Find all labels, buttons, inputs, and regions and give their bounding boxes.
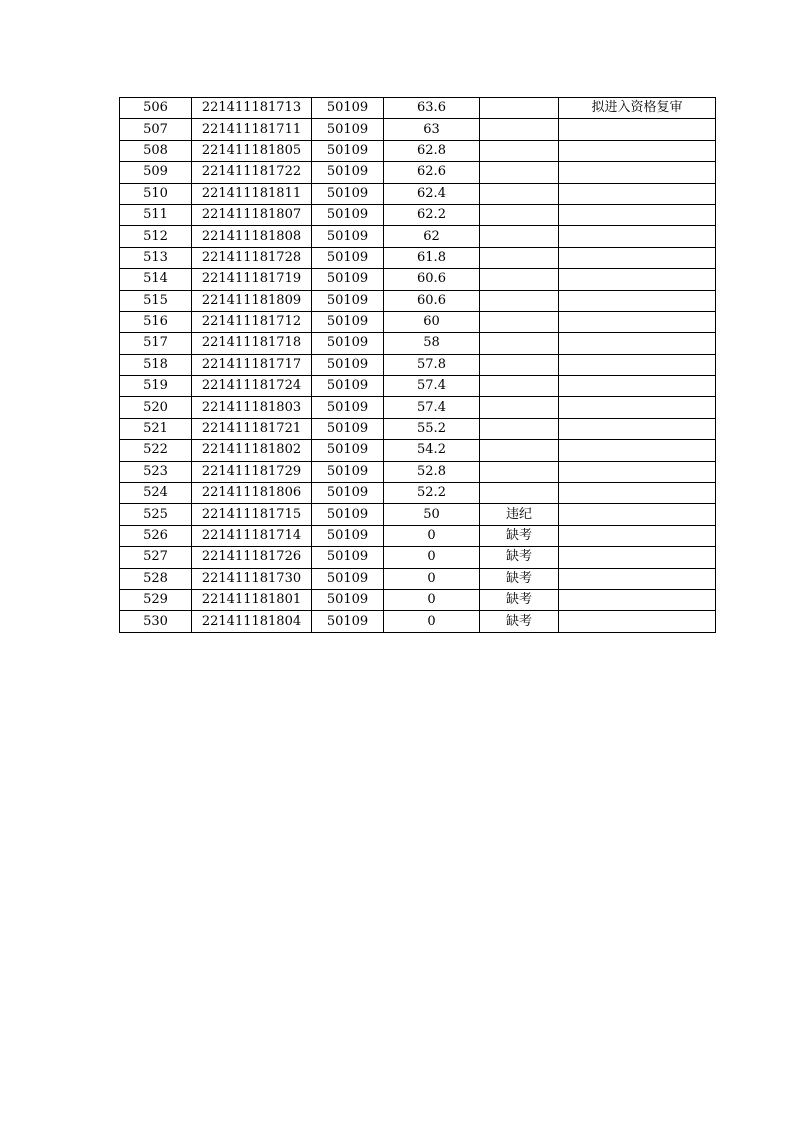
row-seq-cell: 510 (120, 183, 192, 204)
result-cell (559, 504, 716, 525)
row-seq-cell: 529 (120, 589, 192, 610)
post-code-cell: 50109 (312, 611, 384, 632)
ticket-number-cell: 221411181805 (192, 140, 312, 161)
table-row (120, 290, 716, 311)
result-cell (559, 611, 716, 632)
ticket-number-cell: 221411181719 (192, 269, 312, 290)
post-code-cell: 50109 (312, 376, 384, 397)
post-code-cell: 50109 (312, 568, 384, 589)
result-cell (559, 204, 716, 225)
score-cell: 61.8 (384, 247, 480, 268)
result-cell (559, 525, 716, 546)
ticket-number-cell: 221411181809 (192, 290, 312, 311)
post-code-cell: 50109 (312, 311, 384, 332)
table-row (120, 98, 716, 119)
row-seq-cell: 511 (120, 204, 192, 225)
ticket-number-cell: 221411181803 (192, 397, 312, 418)
remark-cell: 违纪 (480, 504, 559, 525)
remark-cell: 缺考 (480, 611, 559, 632)
ticket-number-cell: 221411181802 (192, 440, 312, 461)
result-cell (559, 183, 716, 204)
ticket-number-cell: 221411181715 (192, 504, 312, 525)
result-cell (559, 547, 716, 568)
remark-cell (480, 183, 559, 204)
table-row (120, 226, 716, 247)
ticket-number-cell: 221411181807 (192, 204, 312, 225)
post-code-cell: 50109 (312, 98, 384, 119)
ticket-number-cell: 221411181726 (192, 547, 312, 568)
table-row (120, 204, 716, 225)
table-row (120, 440, 716, 461)
row-seq-cell: 518 (120, 354, 192, 375)
row-seq-cell: 508 (120, 140, 192, 161)
row-seq-cell: 515 (120, 290, 192, 311)
remark-cell (480, 461, 559, 482)
row-seq-cell: 523 (120, 461, 192, 482)
score-cell: 0 (384, 589, 480, 610)
post-code-cell: 50109 (312, 440, 384, 461)
score-cell: 62.2 (384, 204, 480, 225)
score-cell: 57.8 (384, 354, 480, 375)
ticket-number-cell: 221411181712 (192, 311, 312, 332)
row-seq-cell: 507 (120, 119, 192, 140)
score-cell: 0 (384, 525, 480, 546)
ticket-number-cell: 221411181808 (192, 226, 312, 247)
table-row (120, 376, 716, 397)
score-cell: 54.2 (384, 440, 480, 461)
table-row (120, 483, 716, 504)
post-code-cell: 50109 (312, 204, 384, 225)
post-code-cell: 50109 (312, 418, 384, 439)
score-cell: 52.2 (384, 483, 480, 504)
remark-cell (480, 226, 559, 247)
remark-cell: 缺考 (480, 525, 559, 546)
table-row (120, 589, 716, 610)
result-cell (559, 269, 716, 290)
ticket-number-cell: 221411181718 (192, 333, 312, 354)
post-code-cell: 50109 (312, 269, 384, 290)
table-row (120, 247, 716, 268)
score-cell: 62.6 (384, 162, 480, 183)
score-cell: 0 (384, 568, 480, 589)
remark-cell: 缺考 (480, 568, 559, 589)
result-cell (559, 483, 716, 504)
result-cell (559, 119, 716, 140)
score-cell: 50 (384, 504, 480, 525)
table-row (120, 461, 716, 482)
post-code-cell: 50109 (312, 333, 384, 354)
remark-cell (480, 483, 559, 504)
result-cell (559, 333, 716, 354)
score-cell: 55.2 (384, 418, 480, 439)
row-seq-cell: 528 (120, 568, 192, 589)
remark-cell (480, 311, 559, 332)
result-cell (559, 397, 716, 418)
remark-cell (480, 333, 559, 354)
row-seq-cell: 506 (120, 98, 192, 119)
result-cell (559, 162, 716, 183)
remark-cell (480, 162, 559, 183)
result-cell: 拟进入资格复审 (559, 98, 716, 119)
table-row (120, 183, 716, 204)
post-code-cell: 50109 (312, 525, 384, 546)
result-cell (559, 354, 716, 375)
result-cell (559, 461, 716, 482)
score-cell: 60.6 (384, 290, 480, 311)
post-code-cell: 50109 (312, 504, 384, 525)
ticket-number-cell: 221411181729 (192, 461, 312, 482)
score-cell: 58 (384, 333, 480, 354)
result-cell (559, 376, 716, 397)
remark-cell (480, 354, 559, 375)
table-row (120, 568, 716, 589)
post-code-cell: 50109 (312, 226, 384, 247)
post-code-cell: 50109 (312, 290, 384, 311)
table-row (120, 525, 716, 546)
ticket-number-cell: 221411181801 (192, 589, 312, 610)
remark-cell (480, 397, 559, 418)
result-cell (559, 140, 716, 161)
score-cell: 52.8 (384, 461, 480, 482)
post-code-cell: 50109 (312, 162, 384, 183)
score-table (119, 97, 716, 633)
row-seq-cell: 509 (120, 162, 192, 183)
post-code-cell: 50109 (312, 140, 384, 161)
score-cell: 63.6 (384, 98, 480, 119)
table-row (120, 119, 716, 140)
ticket-number-cell: 221411181711 (192, 119, 312, 140)
ticket-number-cell: 221411181804 (192, 611, 312, 632)
score-cell: 60 (384, 311, 480, 332)
score-cell: 0 (384, 611, 480, 632)
ticket-number-cell: 221411181717 (192, 354, 312, 375)
table-row (120, 333, 716, 354)
table-row (120, 418, 716, 439)
row-seq-cell: 513 (120, 247, 192, 268)
table-row (120, 311, 716, 332)
remark-cell (480, 376, 559, 397)
ticket-number-cell: 221411181714 (192, 525, 312, 546)
ticket-number-cell: 221411181721 (192, 418, 312, 439)
post-code-cell: 50109 (312, 247, 384, 268)
ticket-number-cell: 221411181724 (192, 376, 312, 397)
row-seq-cell: 521 (120, 418, 192, 439)
post-code-cell: 50109 (312, 461, 384, 482)
row-seq-cell: 525 (120, 504, 192, 525)
row-seq-cell: 516 (120, 311, 192, 332)
post-code-cell: 50109 (312, 397, 384, 418)
score-cell: 0 (384, 547, 480, 568)
row-seq-cell: 519 (120, 376, 192, 397)
row-seq-cell: 526 (120, 525, 192, 546)
table-row (120, 269, 716, 290)
score-table-body (120, 98, 716, 633)
row-seq-cell: 522 (120, 440, 192, 461)
remark-cell (480, 269, 559, 290)
remark-cell: 缺考 (480, 547, 559, 568)
ticket-number-cell: 221411181728 (192, 247, 312, 268)
post-code-cell: 50109 (312, 354, 384, 375)
result-cell (559, 247, 716, 268)
ticket-number-cell: 221411181811 (192, 183, 312, 204)
result-cell (559, 589, 716, 610)
score-cell: 62.4 (384, 183, 480, 204)
table-row (120, 504, 716, 525)
score-cell: 60.6 (384, 269, 480, 290)
result-cell (559, 568, 716, 589)
row-seq-cell: 517 (120, 333, 192, 354)
remark-cell (480, 440, 559, 461)
post-code-cell: 50109 (312, 547, 384, 568)
row-seq-cell: 524 (120, 483, 192, 504)
result-cell (559, 311, 716, 332)
remark-cell (480, 119, 559, 140)
ticket-number-cell: 221411181713 (192, 98, 312, 119)
score-cell: 57.4 (384, 397, 480, 418)
remark-cell: 缺考 (480, 589, 559, 610)
row-seq-cell: 527 (120, 547, 192, 568)
ticket-number-cell: 221411181730 (192, 568, 312, 589)
row-seq-cell: 520 (120, 397, 192, 418)
row-seq-cell: 514 (120, 269, 192, 290)
ticket-number-cell: 221411181722 (192, 162, 312, 183)
ticket-number-cell: 221411181806 (192, 483, 312, 504)
table-row (120, 397, 716, 418)
row-seq-cell: 530 (120, 611, 192, 632)
remark-cell (480, 418, 559, 439)
score-cell: 62 (384, 226, 480, 247)
post-code-cell: 50109 (312, 589, 384, 610)
table-row (120, 162, 716, 183)
result-cell (559, 440, 716, 461)
table-row (120, 611, 716, 632)
remark-cell (480, 204, 559, 225)
table-row (120, 140, 716, 161)
result-cell (559, 226, 716, 247)
post-code-cell: 50109 (312, 119, 384, 140)
score-cell: 57.4 (384, 376, 480, 397)
remark-cell (480, 247, 559, 268)
score-cell: 62.8 (384, 140, 480, 161)
table-row (120, 547, 716, 568)
remark-cell (480, 98, 559, 119)
table-row (120, 354, 716, 375)
remark-cell (480, 140, 559, 161)
row-seq-cell: 512 (120, 226, 192, 247)
post-code-cell: 50109 (312, 183, 384, 204)
remark-cell (480, 290, 559, 311)
post-code-cell: 50109 (312, 483, 384, 504)
score-cell: 63 (384, 119, 480, 140)
result-cell (559, 418, 716, 439)
result-cell (559, 290, 716, 311)
